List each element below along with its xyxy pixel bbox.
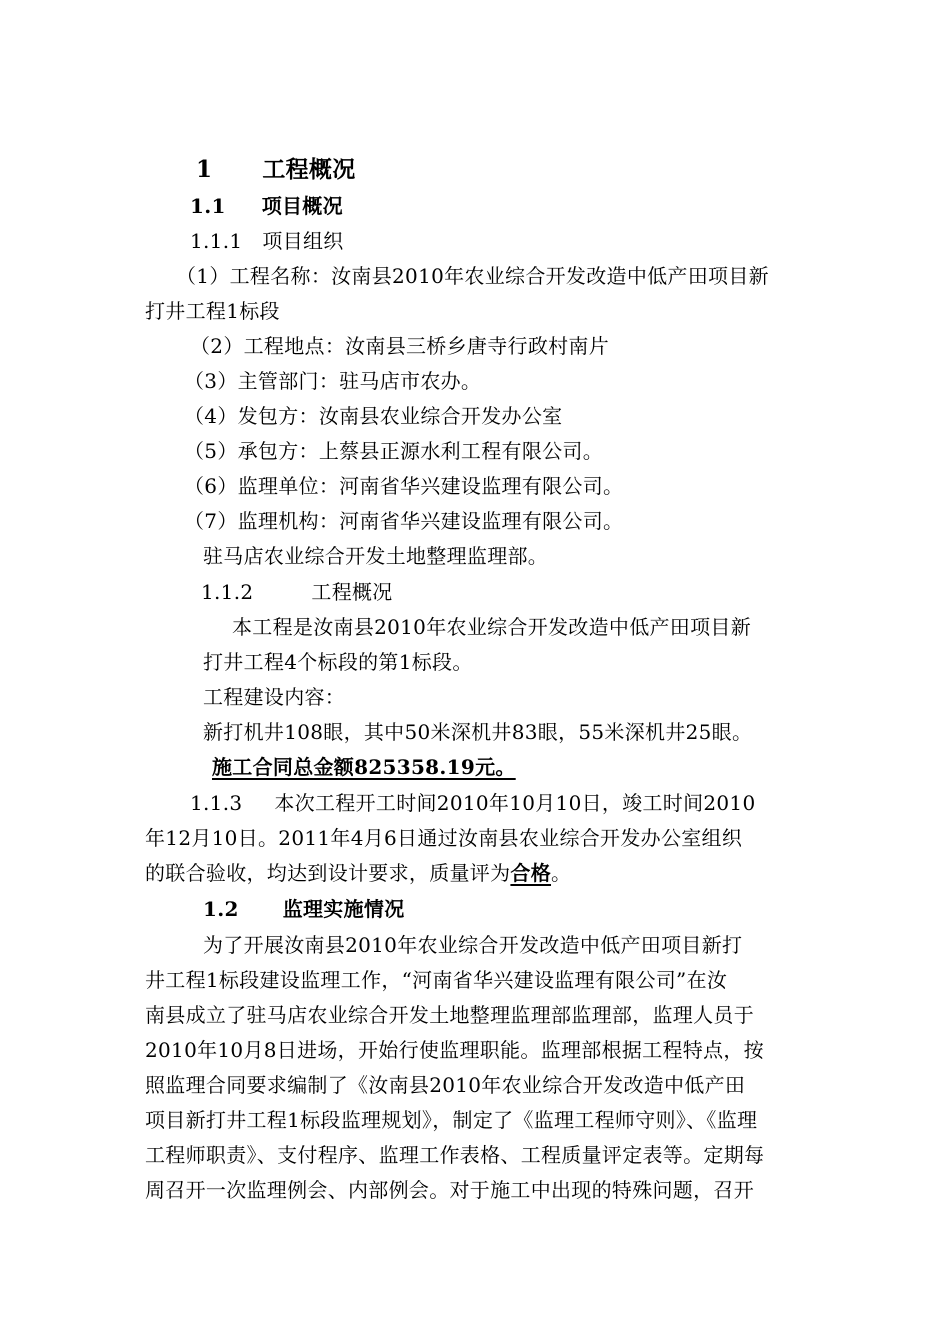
paragraph-line: 周召开一次监理例会、内部例会。对于施工中出现的特殊问题，召开 [145,1178,754,1202]
section-1-1-3-line [145,859,571,887]
section-1-2-number: 1.2 [203,897,239,921]
project-item-value: 河南省华兴建设监理有限公司。 [339,509,624,533]
construction-content-label: 工程建设内容： [203,685,346,709]
project-item-value: 驻马店市农办。 [339,369,482,393]
project-description-line: 本工程是汝南县2010年农业综合开发改造中低产田项目新 [232,615,751,639]
project-item-value: 打井工程1标段 [145,299,280,323]
section-1-1-1-title: 项目组织 [262,229,344,253]
section-1-1-2-number: 1.1.2 [201,580,254,604]
project-item-5 [184,437,603,465]
project-item-2 [190,332,609,360]
project-item-value: 汝南县三桥乡唐寺行政村南片 [345,334,610,358]
project-item-label: （7）监理机构： [184,509,340,533]
quality-rating: 合格 [510,861,552,885]
project-item-7 [184,507,623,535]
section-1-number: 1 [196,156,213,183]
paragraph-line: 南县成立了驻马店农业综合开发土地整理监理部监理部，监理人员于 [145,1003,754,1027]
section-1-1-number: 1.1 [190,194,226,218]
section-1-1-2-heading [201,578,393,606]
section-1-1-2-title: 工程概况 [311,580,393,604]
paragraph-line: 井工程1标段建设监理工作，“河南省华兴建设监理有限公司”在汝 [145,968,728,992]
project-item-label: （6）监理单位： [184,474,340,498]
project-item-value: 汝南县2010年农业综合开发改造中低产田项目新 [331,264,769,288]
project-item-6 [184,472,623,500]
section-1-2-title: 监理实施情况 [282,897,405,921]
section-1-title: 工程概况 [262,156,356,183]
project-item-value: 上蔡县正源水利工程有限公司。 [318,439,604,463]
contract-amount: 施工合同总金额825358.19元。 [212,755,516,779]
section-1-1-1-heading [190,227,344,255]
project-item-value: 河南省华兴建设监理有限公司。 [339,474,624,498]
project-item-label: （4）发包方： [184,404,319,428]
project-item-4 [184,402,562,430]
paragraph-line: 照监理合同要求编制了《汝南县2010年农业综合开发改造中低产田 [145,1073,746,1097]
project-item-value: 汝南县农业综合开发办公室 [318,404,563,428]
section-1-heading [196,156,356,184]
section-1-1-3-line: 年12月10日。2011年4月6日通过汝南县农业综合开发办公室组织 [145,826,743,850]
construction-content: 新打机井108眼，其中50米深机井83眼，55米深机井25眼。 [203,720,753,744]
project-item-1 [176,262,769,290]
project-item-1-continued [145,297,280,325]
paragraph-line: 2010年10月8日进场，开始行使监理职能。监理部根据工程特点，按 [145,1038,764,1062]
paragraph-line: 项目新打井工程1标段监理规划》，制定了《监理工程师守则》、《监理 [145,1108,758,1132]
supervision-department: 驻马店农业综合开发土地整理监理部。 [203,544,549,568]
project-description-line: 打井工程4个标段的第1标段。 [203,650,473,674]
project-item-label: （1）工程名称： [176,264,332,288]
section-1-2-heading [203,895,405,923]
section-1-1-title: 项目概况 [261,194,343,218]
paragraph-line: 为了开展汝南县2010年农业综合开发改造中低产田项目新打 [203,933,743,957]
project-item-3 [184,367,481,395]
section-1-1-3-text: 本次工程开工时间2010年10月10日，竣工时间2010 [274,791,756,815]
project-item-label: （2）工程地点： [190,334,346,358]
section-1-1-3-text: 的联合验收，均达到设计要求，质量评为 [145,861,511,885]
section-1-1-heading [190,192,343,220]
section-1-1-3-text: 。 [551,861,572,885]
section-1-1-3-line [190,789,756,817]
project-item-label: （5）承包方： [184,439,319,463]
section-1-1-3-number: 1.1.3 [190,791,243,815]
section-1-1-1-number: 1.1.1 [190,229,243,253]
project-item-label: （3）主管部门： [184,369,340,393]
paragraph-line: 工程师职责》、支付程序、监理工作表格、工程质量评定表等。定期每 [145,1143,765,1167]
